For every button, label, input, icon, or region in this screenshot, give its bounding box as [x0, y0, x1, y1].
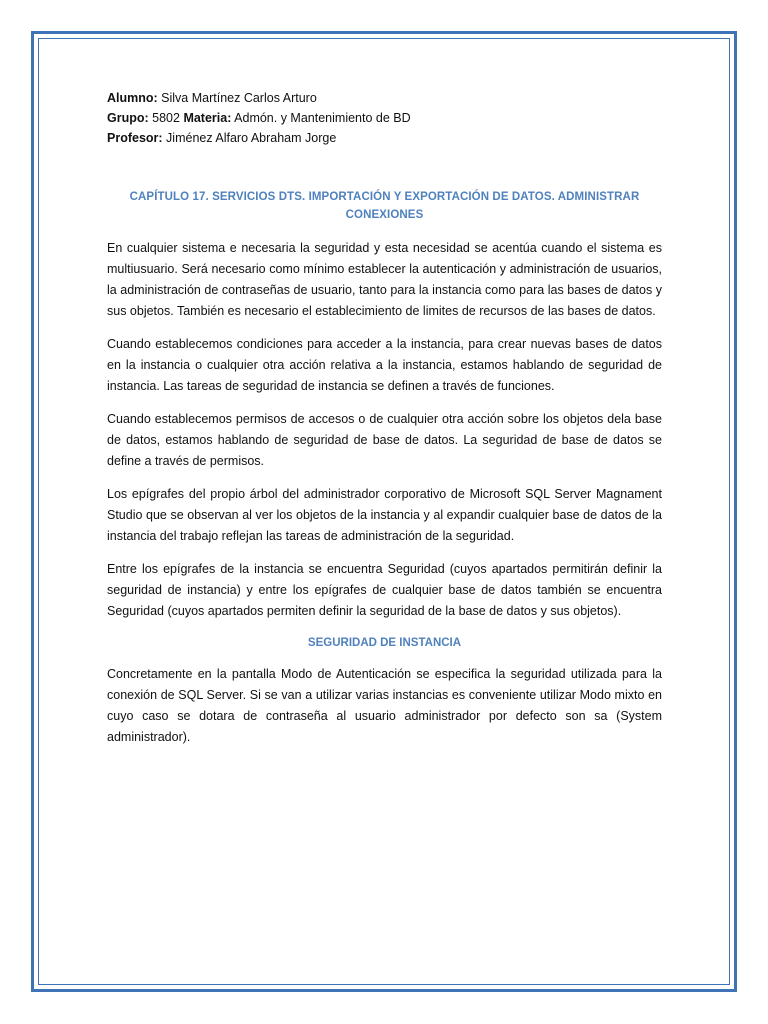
subject-value: Admón. y Mantenimiento de BD — [231, 111, 411, 125]
paragraph: Los epígrafes del propio árbol del administrador corporativo de Microsoft SQL Server Magnament Studio que se observan al ver los objetos de la instancia y al expandir cualquier base de datos de la instancia del trabajo reflejan las tareas de administración de la seguridad. — [107, 487, 662, 543]
student-line — [107, 88, 662, 108]
section-paragraph: Concretamente en la pantalla Modo de Autenticación se especifica la seguridad utilizada para la conexión de SQL Server. Si se van a utilizar varias instancias es conveniente utilizar Modo mixto en cuyo caso se dotara de contraseña al usuario administrador por defecto son sa (System administrador). — [107, 667, 662, 744]
chapter-title: CAPÍTULO 17. SERVICIOS DTS. IMPORTACIÓN Y EXPORTACIÓN DE DATOS. ADMINISTRAR CONEXIONES — [129, 191, 640, 221]
document-content — [107, 88, 662, 760]
professor-name: Jiménez Alfaro Abraham Jorge — [162, 131, 337, 145]
paragraph: Entre los epígrafes de la instancia se encuentra Seguridad (cuyos apartados permitirán definir la seguridad de instancia) y entre los epígrafes de cualquier base de datos también se encuentra Seguridad (cuyos apartados permiten definir la seguridad de la base de datos y sus objetos). — [107, 562, 662, 618]
paragraph: En cualquier sistema e necesaria la seguridad y esta necesidad se acentúa cuando el sistema es multiusuario. Será necesario como mínimo establecer la autenticación y administración de usuarios, la administración de contraseñas de usuario, tanto para la instancia como para las bases de datos y sus objetos. También es necesario el establecimiento de limites de recursos de las bases de datos. — [107, 241, 662, 318]
section-title: SEGURIDAD DE INSTANCIA — [307, 637, 462, 649]
student-name: Silva Martínez Carlos Arturo — [157, 91, 317, 105]
paragraph: Cuando establecemos permisos de accesos o de cualquier otra acción sobre los objetos dela base de datos, estamos hablando de seguridad de base de datos. La seguridad de base de datos se define a través de permisos. — [107, 412, 662, 468]
subject-label: Materia: — [183, 111, 232, 125]
paragraph: Cuando establecemos condiciones para acceder a la instancia, para crear nuevas bases de datos en la instancia o cualquier otra acción relativa a la instancia, estamos hablando de seguridad de instancia. Las tareas de seguridad de instancia se definen a través de funciones. — [107, 337, 662, 393]
group-value: 5802 — [148, 111, 184, 125]
group-line — [107, 108, 662, 128]
group-label: Grupo: — [107, 111, 149, 125]
professor-line — [107, 128, 662, 148]
professor-label: Profesor: — [107, 131, 163, 145]
student-label: Alumno: — [107, 91, 158, 105]
